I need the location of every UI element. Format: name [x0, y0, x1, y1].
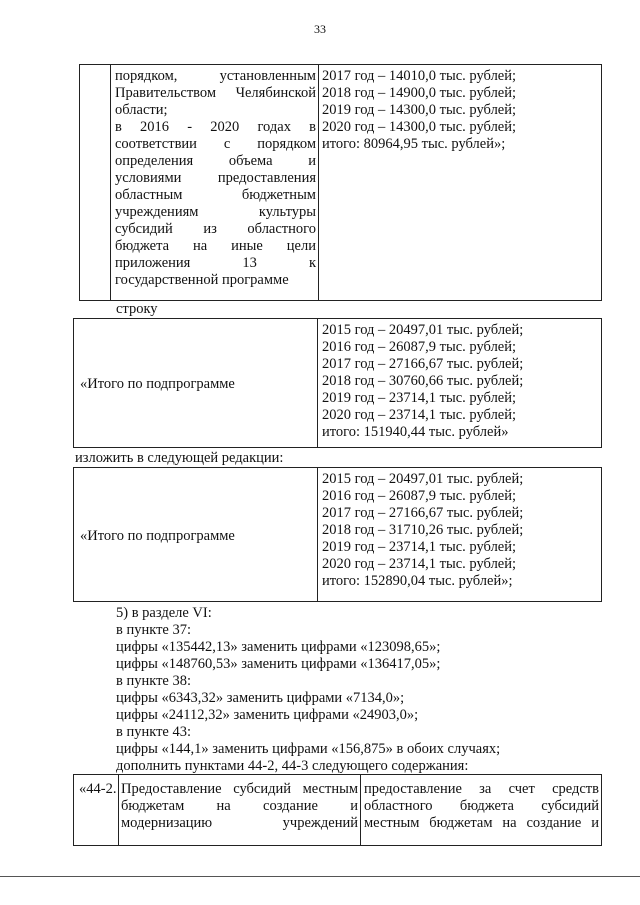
- table-cell-amounts: [318, 468, 601, 601]
- text-line: 5) в разделе VI:: [116, 605, 212, 621]
- page-bottom-rule: [0, 876, 640, 877]
- table-cell-amounts: [318, 319, 601, 447]
- table-fragment-1: [79, 64, 602, 301]
- text-line: Предоставление субсидий местным: [121, 781, 358, 797]
- text-line: бюджетам на создание и: [121, 798, 358, 814]
- text-line: Правительством Челябинской: [115, 85, 316, 101]
- text-line: в пункте 37:: [116, 622, 192, 638]
- text-line: цифры «135442,13» заменить цифрами «123098,65»;: [116, 639, 441, 655]
- table-cell-number: [80, 65, 111, 300]
- amount-line: итого: 80964,95 тыс. рублей»;: [322, 136, 506, 152]
- text-line: в пункте 38:: [116, 673, 192, 689]
- amount-line: 2018 год – 30760,66 тыс. рублей;: [322, 373, 524, 389]
- text-line: областного бюджета субсидий: [364, 798, 599, 814]
- text-line: области;: [115, 102, 168, 118]
- text-line: учреждениям культуры: [115, 204, 316, 220]
- amount-line: 2017 год – 27166,67 тыс. рублей;: [322, 356, 524, 372]
- text-line: цифры «148760,53» заменить цифрами «136417,05»;: [116, 656, 441, 672]
- amount-line: 2016 год – 26087,9 тыс. рублей;: [322, 488, 517, 504]
- amount-line: 2017 год – 14010,0 тыс. рублей;: [322, 68, 517, 84]
- table-cell-label: [74, 468, 318, 601]
- amount-line: 2015 год – 20497,01 тыс. рублей;: [322, 471, 524, 487]
- text-line: цифры «6343,32» заменить цифрами «7134,0»;: [116, 690, 405, 706]
- amendment-paragraph: [116, 605, 500, 775]
- table-cell-amounts: [319, 65, 601, 300]
- table-old-total: [73, 318, 602, 448]
- amount-line: 2020 год – 23714,1 тыс. рублей;: [322, 407, 517, 423]
- text-line: порядком, установленным: [115, 68, 316, 84]
- text-line: в пункте 43:: [116, 724, 192, 740]
- text-line: цифры «144,1» заменить цифрами «156,875» в обоих случаях;: [116, 741, 501, 757]
- total-label: «Итого по подпрограмме: [80, 528, 235, 544]
- text-line: приложения 13 к: [115, 255, 316, 271]
- page-number: 33: [314, 22, 326, 36]
- text-line: условиями предоставления: [115, 170, 316, 186]
- amount-line: 2016 год – 26087,9 тыс. рублей;: [322, 339, 517, 355]
- amount-line: 2015 год – 20497,01 тыс. рублей;: [322, 322, 524, 338]
- table-cell-description: [111, 65, 319, 300]
- amount-line: 2019 год – 23714,1 тыс. рублей;: [322, 390, 517, 406]
- stroku-label: строку: [116, 301, 158, 317]
- table-cell-details: [361, 775, 601, 845]
- text-line: государственной программе: [115, 272, 289, 288]
- text-line: дополнить пунктами 44-2, 44-3 следующего содержания:: [116, 758, 469, 774]
- amount-line: 2018 год – 14900,0 тыс. рублей;: [322, 85, 517, 101]
- amount-line: 2019 год – 23714,1 тыс. рублей;: [322, 539, 517, 555]
- total-label: «Итого по подпрограмме: [80, 376, 235, 392]
- section-heading: изложить в следующей редакции:: [75, 450, 284, 466]
- table-cell-label: [74, 319, 318, 447]
- text-line: соответствии с порядком: [115, 136, 316, 152]
- amount-line: итого: 152890,04 тыс. рублей»;: [322, 573, 513, 589]
- text-line: местным бюджетам на создание и: [364, 815, 599, 831]
- text-line: субсидий из областного: [115, 221, 316, 237]
- amount-line: 2020 год – 23714,1 тыс. рублей;: [322, 556, 517, 572]
- text-line: определения объема и: [115, 153, 316, 169]
- amount-line: итого: 151940,44 тыс. рублей»: [322, 424, 509, 440]
- table-new-items: [73, 774, 602, 846]
- table-cell-description: [119, 775, 361, 845]
- table-new-total: [73, 467, 602, 602]
- table-cell-number: [74, 775, 119, 845]
- text-line: бюджета на иные цели: [115, 238, 316, 254]
- amount-line: 2017 год – 27166,67 тыс. рублей;: [322, 505, 524, 521]
- text-line: модернизацию учреждений: [121, 815, 358, 831]
- item-number: «44-2.: [79, 781, 117, 797]
- amount-line: 2018 год – 31710,26 тыс. рублей;: [322, 522, 524, 538]
- text-line: областным бюджетным: [115, 187, 316, 203]
- amount-line: 2020 год – 14300,0 тыс. рублей;: [322, 119, 517, 135]
- text-line: в 2016 - 2020 годах в: [115, 119, 316, 135]
- text-line: предоставление за счет средств: [364, 781, 599, 797]
- amount-line: 2019 год – 14300,0 тыс. рублей;: [322, 102, 517, 118]
- text-line: цифры «24112,32» заменить цифрами «24903,0»;: [116, 707, 419, 723]
